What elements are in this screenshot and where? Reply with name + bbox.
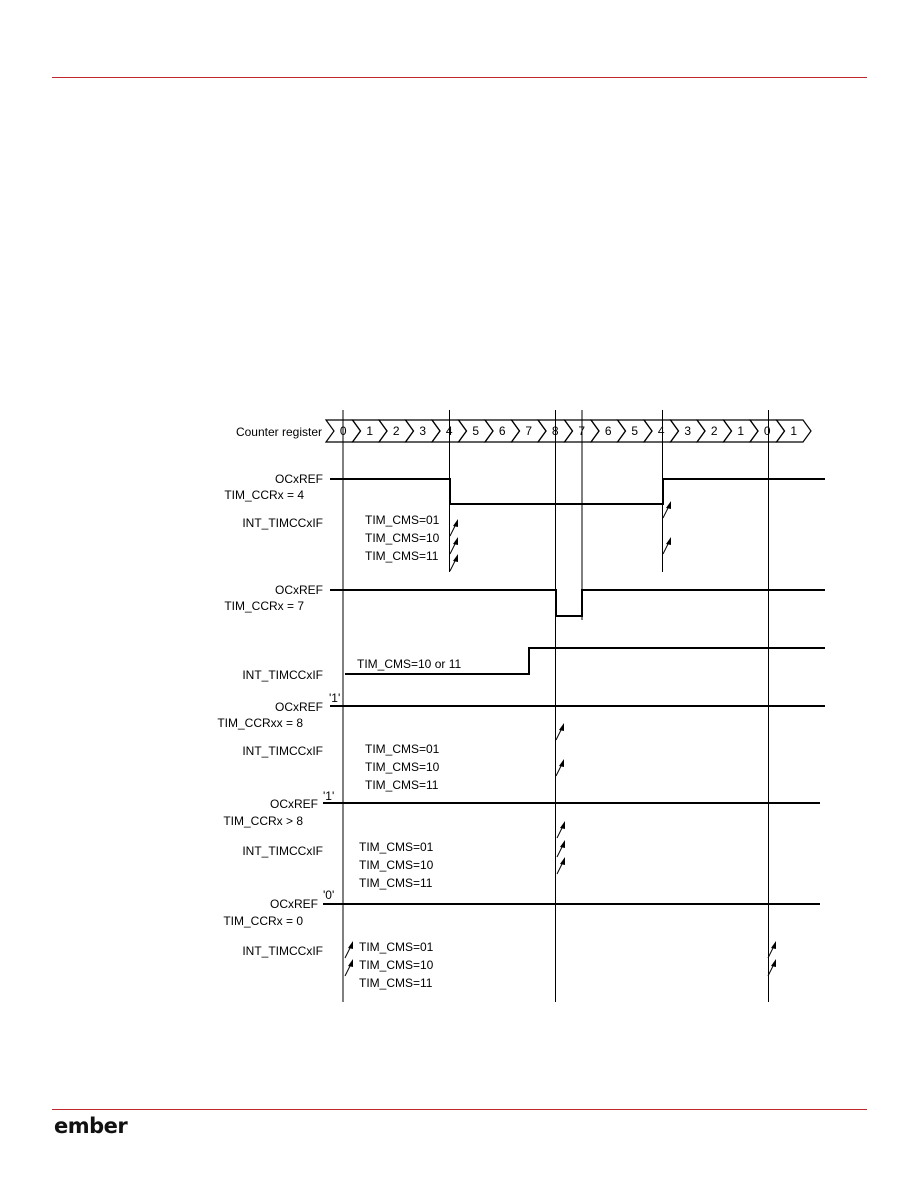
counter-value: 0 (763, 424, 771, 438)
interrupt-arrow (663, 537, 671, 554)
interrupt-arrow (557, 821, 565, 838)
int-label: INT_TIMCCxIF (242, 844, 323, 858)
interrupt-arrow (556, 723, 564, 740)
interrupt-arrow (345, 959, 353, 976)
interrupt-arrow (345, 941, 353, 958)
interrupt-arrow (768, 941, 776, 958)
counter-value: 1 (737, 424, 745, 438)
condition-label: TIM_CCRx > 8 (223, 814, 303, 828)
counter-value: 1 (366, 424, 374, 438)
counter-value: 5 (631, 424, 639, 438)
interrupt-arrow (557, 840, 565, 857)
interrupt-arrow (557, 857, 565, 874)
ocxref-label: OCxREF (270, 797, 318, 811)
ocxref-label: OCxREF (275, 583, 323, 597)
cms-label: TIM_CMS=10 (359, 858, 434, 872)
cms-label: TIM_CMS=11 (365, 778, 439, 792)
cms-label: TIM_CMS=01 (359, 940, 434, 954)
cms-label: TIM_CMS=01 (359, 840, 434, 854)
level-label: '1' (329, 691, 341, 705)
counter-value: 2 (392, 424, 400, 438)
cms-label: TIM_CMS=10 (365, 760, 440, 774)
condition-label: TIM_CCRx = 0 (223, 914, 303, 928)
section-ccrxx-8 (217, 691, 825, 792)
level-label: '1' (323, 789, 335, 803)
counter-register-bus (326, 420, 811, 442)
cms-label: TIM_CMS=01 (365, 513, 440, 527)
counter-value: 7 (525, 424, 533, 438)
counter-value: 4 (445, 424, 453, 438)
cms-label: TIM_CMS=11 (359, 876, 433, 890)
ocxref-label: OCxREF (270, 897, 318, 911)
counter-value: 4 (657, 424, 665, 438)
section-ccrx-4 (224, 472, 825, 563)
section-ccrx-7 (224, 583, 825, 682)
condition-label: TIM_CCRx = 4 (224, 488, 304, 502)
ember-logo: ember (54, 1114, 128, 1138)
counter-value: 2 (710, 424, 718, 438)
ocxref-waveform (330, 590, 825, 616)
int-label: INT_TIMCCxIF (242, 744, 323, 758)
int-label: INT_TIMCCxIF (242, 668, 323, 682)
counter-value: 6 (604, 424, 612, 438)
interrupt-arrow (450, 554, 458, 571)
interrupt-arrow (556, 759, 564, 776)
int-label: INT_TIMCCxIF (242, 944, 323, 958)
cms-label: TIM_CMS=10 or 11 (357, 657, 462, 671)
condition-label: TIM_CCRx = 7 (224, 599, 304, 613)
cms-label: TIM_CMS=10 (359, 958, 434, 972)
ocxref-label: OCxREF (275, 472, 323, 486)
counter-value: 1 (790, 424, 798, 438)
ocxref-label: OCxREF (275, 700, 323, 714)
interrupt-arrow (663, 501, 671, 518)
section-ccrx-0 (223, 888, 820, 990)
counter-value: 8 (551, 424, 559, 438)
cms-label: TIM_CMS=11 (359, 976, 433, 990)
interrupt-arrow (768, 959, 776, 976)
cms-label: TIM_CMS=01 (365, 742, 440, 756)
cms-label: TIM_CMS=10 (365, 531, 440, 545)
condition-label: TIM_CCRxx = 8 (217, 716, 303, 730)
counter-value: 7 (578, 424, 586, 438)
int-label: INT_TIMCCxIF (242, 516, 323, 530)
interrupt-arrow (450, 537, 458, 554)
section-ccrx-gt-8 (223, 789, 820, 890)
counter-value: 5 (472, 424, 480, 438)
cms-label: TIM_CMS=11 (365, 549, 439, 563)
level-label: '0' (323, 888, 335, 902)
counter-value: 6 (498, 424, 506, 438)
counter-value: 0 (339, 424, 347, 438)
counter-value: 3 (419, 424, 427, 438)
counter-value: 3 (684, 424, 692, 438)
counter-register-label: Counter register (235, 425, 322, 439)
interrupt-arrow (450, 519, 458, 536)
ocxref-waveform (330, 479, 825, 504)
